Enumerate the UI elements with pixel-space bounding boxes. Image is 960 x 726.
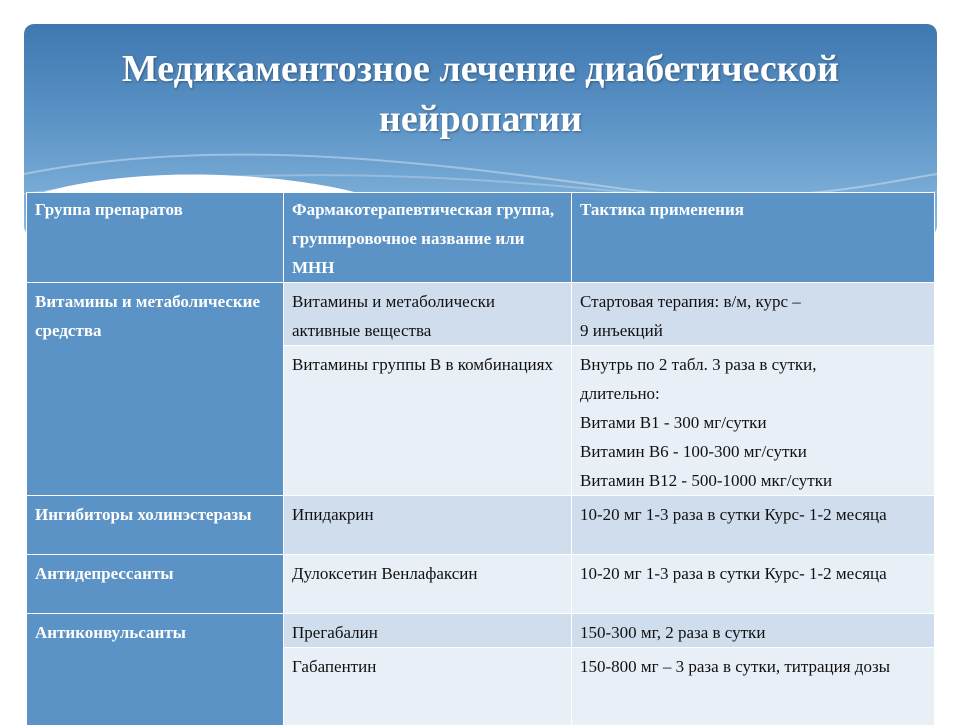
group-cell-vitamins: Витамины и метаболические средства — [27, 283, 284, 496]
drug-cell: Прегабалин — [284, 614, 572, 648]
group-cell-cholinesterase: Ингибиторы холинэстеразы — [27, 496, 284, 555]
drug-cell: Ипидакрин — [284, 496, 572, 555]
drug-cell: Витамины и метаболически активные вещества — [284, 283, 572, 346]
drug-cell: Дулоксетин Венлафаксин — [284, 555, 572, 614]
table-row — [27, 614, 935, 648]
drug-cell: Витамины группы В в комбинациях — [284, 346, 572, 496]
tactics-cell: Внутрь по 2 табл. 3 раза в сутки, длительно: Витами В1 - 300 мг/сутки Витамин В6 - 100-300 мг/сутки Витамин В12 - 500-1000 мкг/сутки — [572, 346, 935, 496]
page-title: Медикаментозное лечение диабетической нейропатии — [121, 48, 840, 140]
group-cell-anticonvulsants: Антиконвульсанты — [27, 614, 284, 726]
drug-cell: Габапентин — [284, 648, 572, 726]
table-row — [27, 555, 935, 614]
medication-table — [26, 192, 935, 726]
table-header-row — [27, 193, 935, 283]
tactics-cell: Стартовая терапия: в/м, курс – 9 инъекций — [572, 283, 935, 346]
table-row — [27, 283, 935, 346]
table-row — [27, 496, 935, 555]
header-pharmacological-group: Фармакотерапевтическая группа, группировочное название или МНН — [284, 193, 572, 283]
tactics-cell: 10-20 мг 1-3 раза в сутки Курс- 1-2 месяца — [572, 496, 935, 555]
group-cell-antidepressants: Антидепрессанты — [27, 555, 284, 614]
tactics-cell: 150-800 мг – 3 раза в сутки, титрация дозы — [572, 648, 935, 726]
header-group: Группа препаратов — [27, 193, 284, 283]
header-tactics: Тактика применения — [572, 193, 935, 283]
tactics-cell: 150-300 мг, 2 раза в сутки — [572, 614, 935, 648]
tactics-cell: 10-20 мг 1-3 раза в сутки Курс- 1-2 месяца — [572, 555, 935, 614]
